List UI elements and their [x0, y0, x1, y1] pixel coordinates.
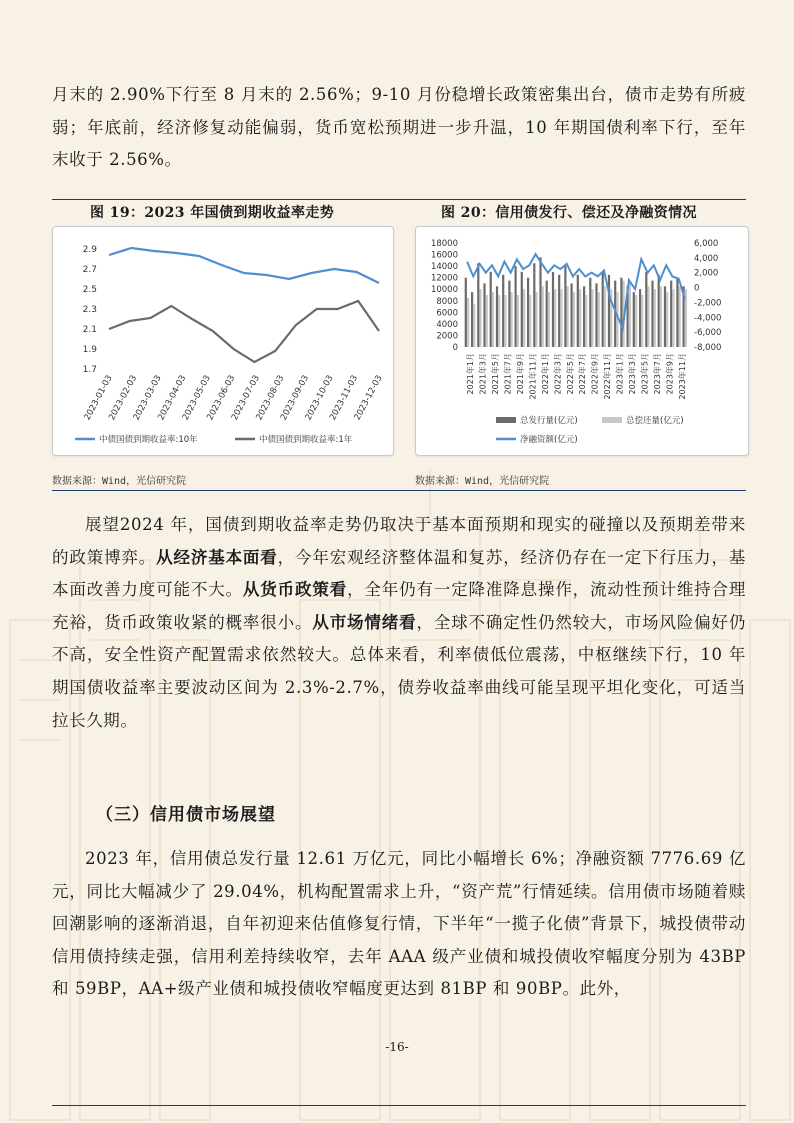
outlook-bold-monetary: 从货币政策看: [242, 580, 348, 600]
outlook-text-d: ，全年仍有一定降准降息操作，流动性预计维持合理充裕，货币政策收紧的概率很小。: [52, 580, 746, 632]
x-tick-label: 2021年9月: [516, 353, 525, 395]
repayment-bar: [492, 292, 494, 347]
chart-19-svg: [53, 227, 393, 455]
repayment-bar: [660, 286, 662, 347]
issuance-bar: [564, 266, 566, 347]
repayment-bar: [647, 286, 649, 347]
repayment-bar: [585, 295, 587, 347]
repayment-bar: [672, 289, 674, 347]
repayment-bar: [679, 286, 681, 347]
issuance-bar: [533, 263, 535, 347]
repayment-bar: [635, 295, 637, 347]
issuance-bar: [571, 283, 573, 347]
legend-issuance-swatch: [496, 417, 516, 423]
repayment-bar: [498, 295, 500, 347]
repayment-bar: [517, 295, 519, 347]
issuance-bar: [620, 278, 622, 347]
repayment-bar: [479, 289, 481, 347]
figure-top-rule: [52, 199, 746, 200]
repayment-bar: [629, 283, 631, 347]
y-left-tick-label: 18000: [430, 239, 458, 249]
y-tick-label: 2.7: [82, 265, 97, 275]
repayment-bar: [654, 289, 656, 347]
x-tick-label: 2023年3月: [628, 353, 637, 395]
paragraph-intro: 月末的 2.90%下行至 8 月末的 2.56%；9-10 月份稳增长政策密集出台，债市走势有所疲弱；年底前，经济修复动能偏弱，货币宽松预期进一步升温，10 年期国债利率下行，至年末收于 2.56%。: [52, 85, 746, 170]
repayment-bar: [604, 286, 606, 347]
outlook-text-e: ，全球不确定性仍然较大，市场风险偏好仍不高，安全性资产配置需求依然较大。总体来看，利率债低位震荡，中枢继续下行，10 年期国债收益率主要波动区间为 2.3%-2.7%，债券收益率曲线可能呈现平坦化变化，可适当拉长久期。: [52, 612, 746, 730]
issuance-bar: [658, 275, 660, 347]
x-tick-label: 2023-09-03: [278, 373, 312, 423]
x-tick-label: 2023年7月: [652, 353, 662, 395]
x-tick-label: 2023-06-03: [205, 373, 238, 423]
repayment-bar: [467, 298, 469, 347]
y-left-tick-label: 12000: [430, 273, 458, 284]
x-tick-label: 2023-08-03: [254, 373, 287, 423]
y-left-tick-label: 10000: [430, 285, 458, 296]
repayment-bar: [486, 295, 488, 347]
issuance-bar: [602, 272, 604, 347]
outlook-text-c: ，今年宏观经济整体温和复苏，经济仍存在一定下行压力，基本面改善力度可能不大。: [52, 547, 746, 600]
figure-20-title: 图 20：信用债发行、偿还及净融资情况: [441, 205, 697, 221]
x-tick-label: 2021年7月: [503, 353, 513, 395]
y-right-tick-label: 2,000: [694, 268, 719, 279]
x-tick-label: 2023-04-03: [156, 373, 189, 423]
issuance-bar: [508, 281, 510, 347]
x-tick-label: 2022年7月: [578, 353, 588, 395]
x-tick-label: 2021年5月: [491, 353, 501, 395]
issuance-bar: [589, 278, 591, 347]
y-right-tick-label: -4,000: [694, 313, 722, 324]
y-right-tick-label: 4,000: [694, 253, 719, 264]
y-right-tick-label: -6,000: [694, 328, 722, 339]
y-left-tick-label: 6000: [436, 308, 458, 319]
issuance-bar: [539, 257, 541, 347]
repayment-bar: [542, 286, 544, 347]
issuance-bar: [552, 272, 554, 347]
issuance-bar: [483, 283, 485, 347]
repayment-bar: [548, 292, 550, 347]
y-tick-label: 1.9: [82, 345, 97, 355]
x-tick-label: 2023-01-03: [82, 373, 115, 423]
chart-19-legend: [75, 434, 353, 445]
issuance-bar: [490, 272, 492, 347]
figure-19-source: 数据来源：Wind，光信研究院: [52, 476, 187, 487]
repayment-bar: [535, 292, 537, 347]
legend-1y-label: 中债国债到期收益率:1年: [259, 435, 353, 445]
figure-20-chart: [415, 226, 749, 456]
x-tick-label: 2023年5月: [640, 353, 650, 395]
issuance-bar: [527, 278, 529, 347]
repayment-bar: [579, 289, 581, 347]
x-tick-label: 2023-03-03: [131, 373, 164, 423]
y-right-tick-label: 6,000: [694, 239, 719, 249]
chart-20-legend: [496, 415, 684, 445]
series-10y-line: [109, 248, 379, 283]
paragraph-outlook: [52, 509, 746, 737]
x-tick-label: 2023年1月: [615, 353, 625, 395]
issuance-bar: [477, 263, 479, 347]
section-heading-credit-bond-outlook: （三）信用债市场展望: [96, 805, 276, 825]
x-tick-label: 2022年11月: [603, 353, 613, 400]
repayment-bar: [598, 292, 600, 347]
issuance-bar: [664, 286, 666, 347]
y-left-tick-label: 2000: [436, 331, 458, 342]
x-tick-label: 2023年9月: [665, 353, 675, 395]
issuance-bar: [639, 289, 641, 347]
repayment-bar: [641, 295, 643, 347]
figure-19-title: 图 19：2023 年国债到期收益率走势: [90, 205, 335, 221]
chart-20-svg: [416, 227, 748, 455]
issuance-bar: [502, 275, 504, 347]
figure-20-source: 数据来源：Wind，光信研究院: [415, 476, 550, 487]
x-tick-label: 2022年1月: [540, 353, 550, 395]
repayment-bar: [567, 286, 569, 347]
legend-repayment-label: 总偿还量(亿元): [626, 416, 684, 426]
issuance-bar: [521, 272, 523, 347]
legend-issuance-label: 总发行量(亿元): [520, 416, 578, 426]
y-tick-label: 2.1: [82, 325, 97, 335]
x-tick-label: 2021年11月: [528, 353, 538, 400]
outlook-text-a: 展望2024 年，国债到期收益率走势仍取决于基本面预期和现实的碰撞以及预期差带来的政策博弈。: [52, 515, 746, 567]
issuance-bar: [558, 275, 560, 347]
series-1y-line: [109, 301, 379, 362]
y-left-tick-label: 14000: [430, 262, 458, 273]
legend-10y-label: 中债国债到期收益率:10年: [99, 435, 198, 445]
x-tick-label: 2022年9月: [590, 353, 600, 395]
issuance-bar: [546, 281, 548, 347]
y-right-tick-label: -2,000: [694, 298, 722, 309]
x-tick-label: 2023-10-03: [303, 373, 336, 423]
y-tick-label: 2.5: [82, 285, 97, 295]
issuance-bar: [577, 275, 579, 347]
paragraph-credit-bond: 2023 年，信用债总发行量 12.61 万亿元，同比小幅增长 6%；净融资额 7776.69 亿元，同比大幅减少了 29.04%，机构配置需求上升，“资产荒”行情延续。信用债市场随着赎回潮影响的逐渐消退，自年初迎来估值修复行情，下半年“一揽子化债”背景下，城投债带动信用债持续走强，信用利差持续收窄，去年 AAA 级产业债和城投债收窄幅度分别为 43BP 和 59BP，AA+级产业债和城投债收窄幅度更达到 81BP 和 90BP。此外，: [52, 849, 746, 999]
x-tick-label: 2023-12-03: [352, 373, 385, 423]
y-tick-label: 2.9: [82, 245, 97, 255]
y-tick-label: 2.3: [82, 305, 97, 315]
x-tick-label: 2023年11月: [677, 353, 687, 400]
x-tick-label: 2022年5月: [565, 353, 575, 395]
x-tick-label: 2021年3月: [478, 353, 488, 395]
repayment-bar: [591, 289, 593, 347]
y-tick-label: 1.7: [82, 365, 97, 375]
y-right-tick-label: -8,000: [694, 343, 722, 353]
issuance-bar: [515, 266, 517, 347]
issuance-bar: [583, 286, 585, 347]
legend-net-label: 净融资额(亿元): [520, 435, 578, 445]
x-tick-label: 2022年3月: [553, 353, 563, 395]
repayment-bar: [511, 292, 513, 347]
x-tick-label: 2023-02-03: [107, 373, 140, 423]
y-left-tick-label: 8000: [436, 296, 458, 307]
issuance-bar: [633, 292, 635, 347]
x-tick-label: 2021年1月: [466, 353, 476, 395]
repayment-bar: [523, 289, 525, 347]
x-tick-label: 2023-11-03: [328, 373, 361, 423]
y-left-tick-label: 4000: [436, 319, 458, 330]
repayment-bar: [504, 295, 506, 347]
y-left-tick-label: 16000: [430, 250, 458, 261]
y-right-tick-label: 0: [694, 283, 700, 294]
repayment-bar: [666, 292, 668, 347]
x-tick-label: 2023-07-03: [229, 373, 262, 423]
page-number: -16-: [385, 1040, 409, 1054]
issuance-bar: [595, 283, 597, 347]
repayment-bar: [554, 289, 556, 347]
issuance-bar: [651, 281, 653, 347]
repayment-bar: [529, 295, 531, 347]
issuance-bar: [645, 272, 647, 347]
issuance-bar: [676, 278, 678, 347]
footer-rule: [52, 1105, 746, 1106]
y-left-tick-label: 0: [452, 343, 458, 353]
issuance-bar: [471, 292, 473, 347]
figure-19-chart: [52, 226, 394, 456]
repayment-bar: [560, 289, 562, 347]
outlook-bold-economy: 从经济基本面看: [156, 547, 278, 567]
issuance-bar: [465, 278, 467, 347]
repayment-bar: [573, 292, 575, 347]
issuance-bar: [670, 281, 672, 347]
figure-bottom-rule: [52, 490, 746, 491]
outlook-bold-sentiment: 从市场情绪看: [312, 612, 417, 632]
repayment-bar: [473, 304, 475, 347]
x-tick-label: 2023-05-03: [180, 373, 213, 423]
issuance-bar: [496, 286, 498, 347]
legend-repayment-swatch: [602, 417, 622, 423]
